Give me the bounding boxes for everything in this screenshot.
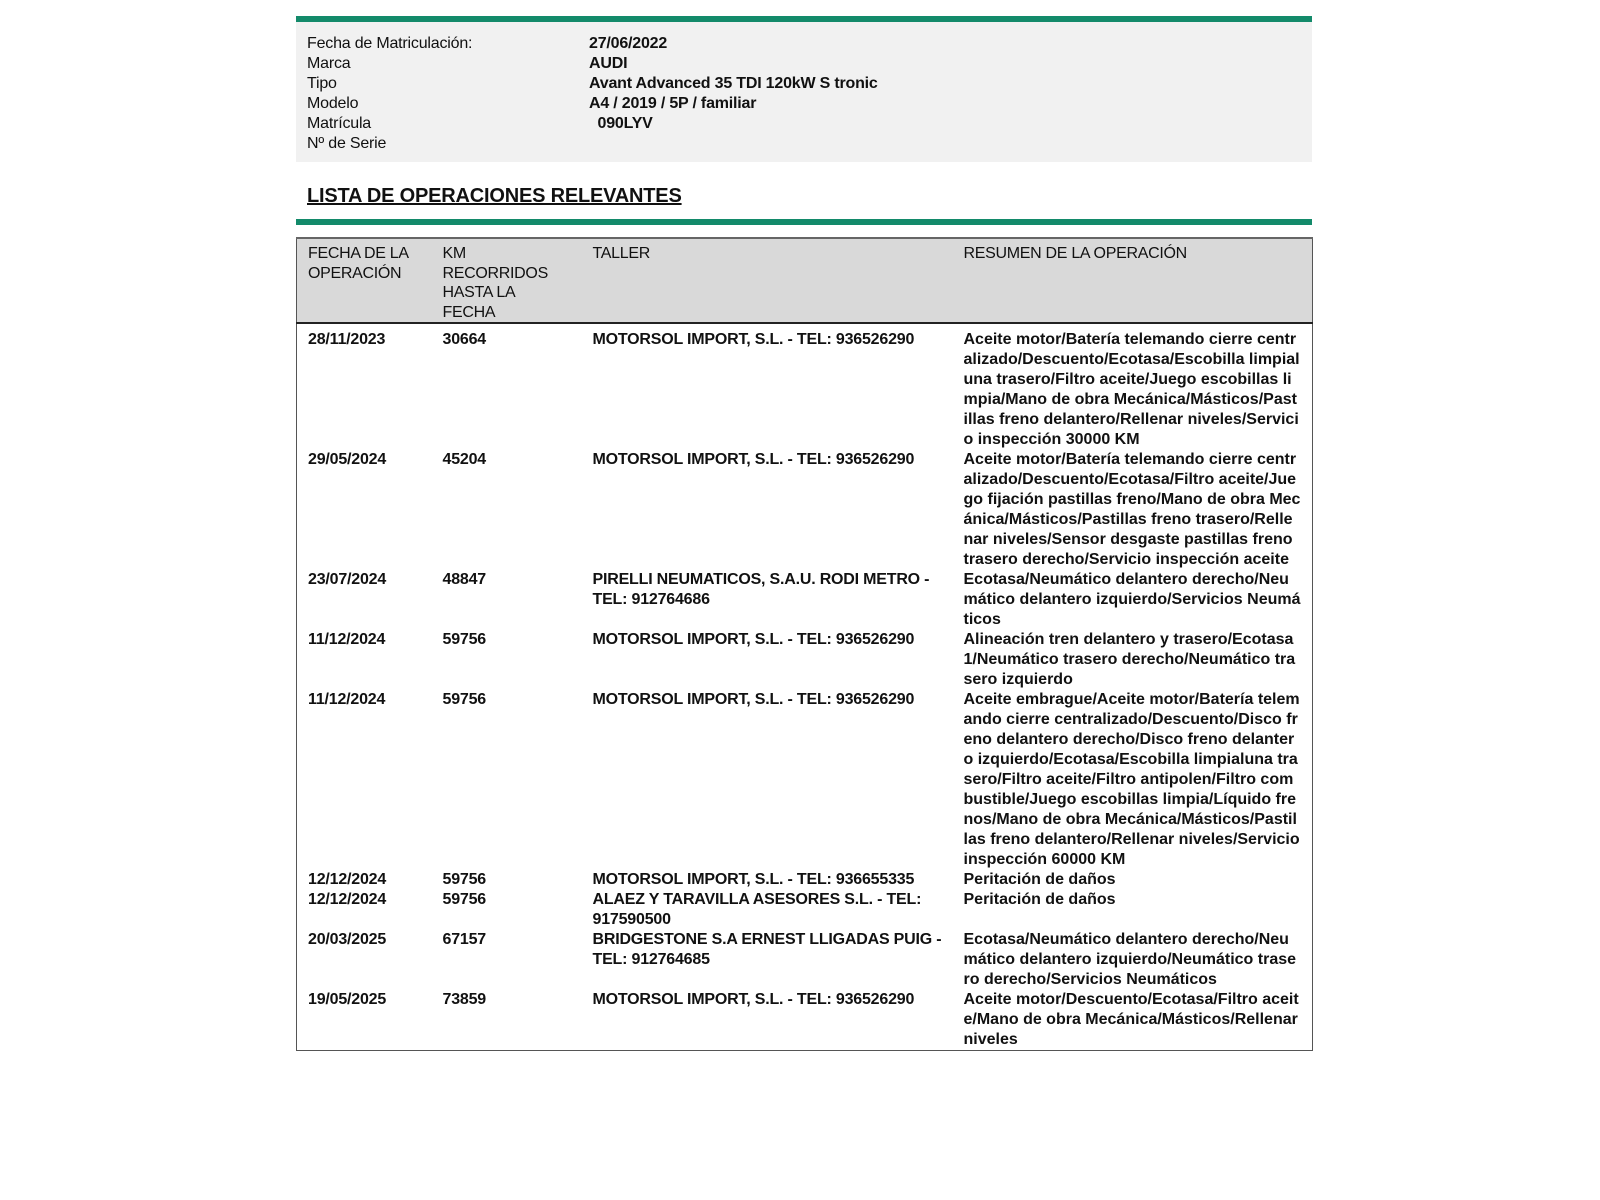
- cell-resumen: Ecotasa/Neumático delantero derecho/Neumático delantero izquierdo/Neumático trasero derecho/Servicios Neumáticos: [963, 931, 1297, 988]
- cell-km: 73859: [442, 991, 486, 1008]
- field-label-matricula: Matrícula: [307, 115, 371, 132]
- cell-fecha: 19/05/2025: [308, 991, 387, 1008]
- cell-resumen: Alineación tren delantero y trasero/Ecotasa 1/Neumático trasero derecho/Neumático trasero izquierdo: [963, 631, 1296, 688]
- cell-fecha: 29/05/2024: [308, 451, 387, 468]
- cell-fecha: 12/12/2024: [308, 871, 387, 888]
- cell-resumen: Peritación de daños: [963, 871, 1116, 888]
- cell-taller: BRIDGESTONE S.A ERNEST LLIGADAS PUIG - TEL: 912764685: [592, 931, 942, 968]
- cell-km: 59756: [442, 631, 486, 648]
- cell-taller: MOTORSOL IMPORT, S.L. - TEL: 936526290: [592, 631, 915, 648]
- cell-fecha: 20/03/2025: [308, 931, 387, 948]
- cell-resumen: Ecotasa/Neumático delantero derecho/Neumático delantero izquierdo/Servicios Neumáticos: [963, 571, 1301, 628]
- field-value-modelo: A4 / 2019 / 5P / familiar: [589, 95, 757, 112]
- cell-fecha: 11/12/2024: [308, 631, 386, 648]
- cell-km: 59756: [442, 691, 486, 708]
- cell-taller: ALAEZ Y TARAVILLA ASESORES S.L. - TEL: 917590500: [592, 891, 922, 928]
- table-row: [297, 870, 1313, 890]
- field-value-numero-serie: [589, 134, 1301, 154]
- field-value-marca: AUDI: [589, 55, 628, 72]
- table-header-row: [297, 238, 1313, 323]
- section-accent-bar: [296, 219, 1312, 225]
- operations-table: [296, 237, 1313, 1051]
- vehicle-info-box: [296, 22, 1312, 162]
- cell-resumen: Aceite motor/Descuento/Ecotasa/Filtro aceite/Mano de obra Mecánica/Másticos/Rellenar niveles: [963, 991, 1299, 1048]
- cell-taller: MOTORSOL IMPORT, S.L. - TEL: 936526290: [592, 691, 915, 708]
- field-label-marca: Marca: [307, 55, 351, 72]
- cell-resumen: Aceite motor/Batería telemando cierre centralizado/Descuento/Ecotasa/Escobilla limpialuna trasero/Filtro aceite/Juego escobillas limpia/Mano de obra Mecánica/Másticos/Pastillas freno delantero/Rellenar niveles/Servicio inspección 30000 KM: [963, 331, 1300, 448]
- field-label-modelo: Modelo: [307, 95, 359, 112]
- table-row: [297, 630, 1313, 690]
- cell-fecha: 23/07/2024: [308, 571, 387, 588]
- cell-taller: MOTORSOL IMPORT, S.L. - TEL: 936526290: [592, 991, 915, 1008]
- field-label-numero-serie: Nº de Serie: [307, 135, 387, 152]
- table-row: [297, 890, 1313, 930]
- header-resumen: RESUMEN DE LA OPERACIÓN: [953, 238, 1313, 323]
- header-fecha: FECHA DE LA OPERACIÓN: [297, 238, 432, 323]
- cell-km: 59756: [442, 871, 486, 888]
- cell-km: 45204: [442, 451, 486, 468]
- cell-fecha: 12/12/2024: [308, 891, 387, 908]
- cell-taller: MOTORSOL IMPORT, S.L. - TEL: 936526290: [592, 331, 915, 348]
- cell-resumen: Aceite motor/Batería telemando cierre centralizado/Descuento/Ecotasa/Filtro aceite/Juego fijación pastillas freno/Mano de obra Mecánica/Másticos/Pastillas freno trasero/Rellenar niveles/Sensor desgaste pastillas freno trasero derecho/Servicio inspección aceite: [963, 451, 1301, 568]
- table-row: [297, 990, 1313, 1051]
- cell-km: 30664: [442, 331, 486, 348]
- cell-resumen: Peritación de daños: [963, 891, 1116, 908]
- cell-taller: PIRELLI NEUMATICOS, S.A.U. RODI METRO - TEL: 912764686: [592, 571, 930, 608]
- cell-fecha: 11/12/2024: [308, 691, 386, 708]
- table-body: [297, 323, 1313, 1051]
- section-title: LISTA DE OPERACIONES RELEVANTES: [307, 185, 682, 207]
- cell-resumen: Aceite embrague/Aceite motor/Batería telemando cierre centralizado/Descuento/Disco freno delantero derecho/Disco freno delantero izquierdo/Ecotasa/Escobilla limpialuna trasero/Filtro aceite/Filtro antipolen/Filtro combustible/Juego escobillas limpia/Líquido frenos/Mano de obra Mecánica/Másticos/Pastillas freno delantero/Rellenar niveles/Servicio inspección 60000 KM: [963, 691, 1300, 868]
- table-row: [297, 690, 1313, 870]
- cell-taller: MOTORSOL IMPORT, S.L. - TEL: 936526290: [592, 451, 915, 468]
- table-row: [297, 570, 1313, 630]
- cell-fecha: 28/11/2023: [308, 331, 386, 348]
- field-label-tipo: Tipo: [307, 75, 337, 92]
- header-taller: TALLER: [582, 238, 953, 323]
- document-page: [296, 16, 1312, 1051]
- field-value-fecha-matriculacion: 27/06/2022: [589, 35, 668, 52]
- cell-taller: MOTORSOL IMPORT, S.L. - TEL: 936655335: [592, 871, 915, 888]
- header-km: KM RECORRIDOS HASTA LA FECHA: [432, 238, 582, 323]
- cell-km: 48847: [442, 571, 486, 588]
- field-value-matricula: 090LYV: [589, 115, 653, 132]
- table-row: [297, 323, 1313, 450]
- table-row: [297, 930, 1313, 990]
- table-row: [297, 450, 1313, 570]
- cell-km: 59756: [442, 891, 486, 908]
- field-label-fecha-matriculacion: Fecha de Matriculación:: [307, 35, 473, 52]
- cell-km: 67157: [442, 931, 486, 948]
- field-value-tipo: Avant Advanced 35 TDI 120kW S tronic: [589, 75, 878, 92]
